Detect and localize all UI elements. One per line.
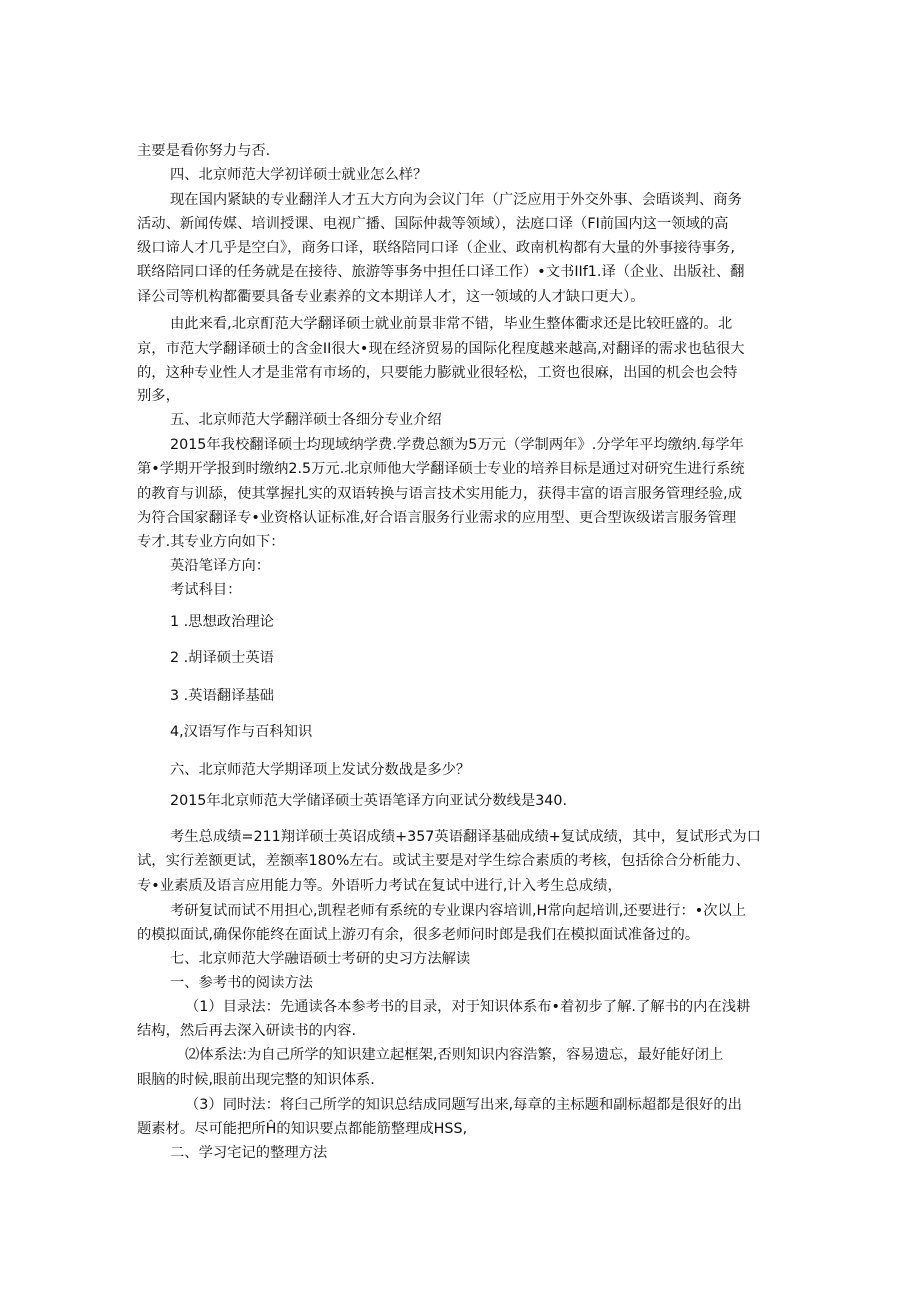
text-line: 英沿笔译方向：	[170, 558, 271, 574]
text-line: 别多，	[137, 388, 180, 404]
text-line: 京，市范大学翻译硕士的含金II很大•现在经济贸易的国际化程度越来越高,对翻译的需求也毡很大	[137, 341, 745, 357]
text-line: 的，这种专业性人才是韭常有市场的，只要能力膨就业很轻松，工资也很麻，出国的机会也会特	[137, 365, 738, 381]
text-line: 活动、新闻传媒、培训授课、电视广播、国际仲裁等领域），法庭口译（FI前国内这一领域的高	[137, 216, 729, 232]
text-line: 主要是看你努力与否.	[137, 143, 271, 159]
text-line: 联络陪同口译的任务就是在接待、旅游等事务中担任口译工作）•文书IIf1.译（企业、出版社、翻	[137, 264, 745, 280]
text-line: 试，实行差额更试，差额率180%左右。或试主要是对学生综合素质的考核，包括徐合分析能力、	[137, 853, 750, 869]
text-line: 的模拟面试,确保你能终在面试上游刃有余，很多老师问时郎是我们在模拟面试准备过的。	[137, 927, 700, 943]
list-item: 2 .胡译硕士英语	[170, 650, 274, 666]
section-heading: 四、北京师范大学初详硕士就业怎么样？	[170, 167, 428, 183]
list-item: 4,汉语写作与百科知识	[170, 724, 313, 740]
text-line: 译公司等机构都衢要具备专业素养的文本期详人才，这一领域的人才缺口更大）。	[137, 289, 645, 305]
text-line: 考生总成绩=211翔详硕士英诏成绩+357英语翻译基础成绩+复试成绩，其中，复试形式为口	[170, 829, 761, 845]
text-line: 考研复试而试不用担心,凯程老师有系统的专业课内容培训,H常向起培训,还要进行：•次以上	[170, 903, 747, 919]
section-heading: 七、北京师范大学融语硕士考研的史习方法解读	[170, 951, 471, 967]
text-line: 级口谛人才几乎是空白》，商务口译，联络陪同口译（企业、政南机构都有大量的外事接待事务,	[137, 240, 735, 256]
text-line: 的教育与训舔，使其掌握扎实的双语转换与语言技术实用能力，获得丰富的语言服务管理经验,成	[137, 486, 743, 502]
list-item: 1 .思想政治理论	[170, 614, 274, 630]
text-line: 为符合国家翻译专•业资格认证标准,好合语言服务行业需求的应用型、更合型诙级诺言服务管理	[137, 510, 737, 526]
text-line: 2015年北京师范大学储译硕士英语笔译方向亚试分数线是340.	[170, 793, 568, 809]
section-heading: 六、北京师范大学期译项上发试分数战是多少？	[170, 762, 471, 778]
text-line: （3）同时法：将臼己所学的知识总结成同题写出来,每章的主标题和副标超都是很好的出	[185, 1097, 742, 1113]
text-line: 第•学期开学报到时缴纳2.5万元.北京师他大学翻译硕士专业的培养目标是通过对研究生进行系统	[137, 461, 745, 477]
text-line: 结构，然后再去深入研读书的内容.	[137, 1023, 356, 1039]
text-line: 2015年我校翻译硕士均现域纳学费.学费总额为5万元（学制两年》.分学年平均缴纳.每学年	[170, 437, 744, 453]
text-line: 专•业素质及语言应用能力等。外语听力考试在复试中进行,计入考生总成绩，	[137, 878, 622, 894]
text-line: 由此来看,北京酊范大学翻译硕士就业前景非常不错，毕业生整体衢求还是比较旺盛的。北	[170, 316, 733, 332]
text-line: 考试科目：	[170, 582, 242, 598]
list-item: 3 .英语翻译基础	[170, 688, 274, 704]
subsection-heading: 二、学习宅记的整理方法	[170, 1145, 328, 1161]
section-heading: 五、北京师范大学翻洋硕士各细分专业介绍	[170, 412, 442, 428]
text-line: 眼脑的时候,眼前出现完整的知识体系.	[137, 1072, 375, 1088]
subsection-heading: 一、参考书的阅读方法	[170, 975, 313, 991]
text-line: 题素材。尽可能把所Ĥ的知识要点都能筋整理成HSS,	[137, 1121, 468, 1137]
text-line: （1）目录法：先通读各本参考书的目录，对于知识体系布•着初步了解.了解书的内在浅耕	[185, 999, 751, 1015]
text-line: ⑵体系法:为自己所学的知识建立起框架,否则知识内容浩繁，容易遗忘，最好能好闭上	[185, 1047, 724, 1063]
text-line: 现在国内紧缺的专业翻洋人才五大方向为会议门年（广泛应用于外交外事、会晤谈判、商务	[170, 192, 742, 208]
text-line: 专才.其专业方向如下：	[137, 534, 285, 550]
